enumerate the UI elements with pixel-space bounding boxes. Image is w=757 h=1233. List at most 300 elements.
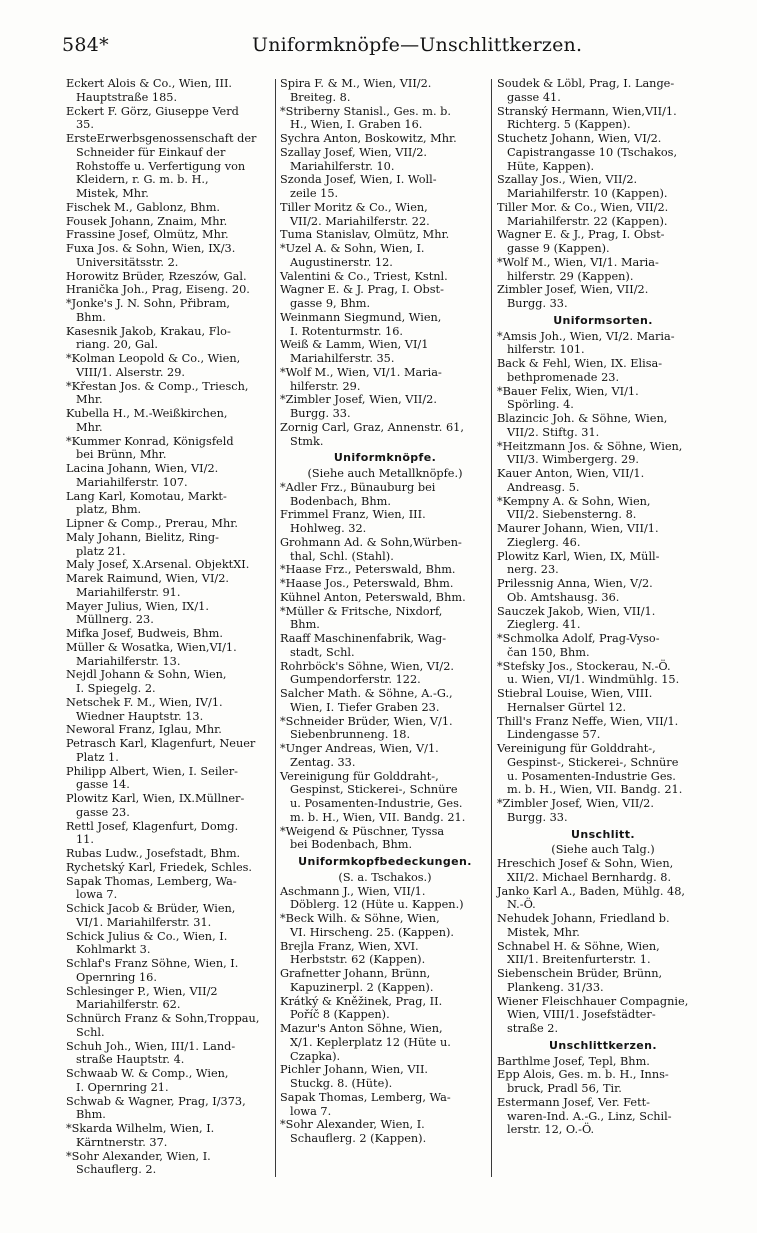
entry-address-line: Burgg. 33. <box>290 407 351 420</box>
entry-name-line: *Heitzmann Jos. & Söhne, Wien, <box>497 439 683 453</box>
entry-name-line: Sychra Anton, Boskowitz, Mhr. <box>280 132 457 145</box>
entry-name-line: Neworal Franz, Iglau, Mhr. <box>66 723 222 737</box>
entry-address-line: gasse 23. <box>76 805 130 819</box>
entry-name-line: *Jonke's J. N. Sohn, Přibram, <box>66 297 231 310</box>
directory-entry <box>66 1150 274 1178</box>
entry-address-line: bethpromenade 23. <box>507 370 620 384</box>
entry-address-line: waren-Ind. A.-G., Linz, Schil- <box>507 1109 672 1123</box>
directory-entry <box>280 660 490 688</box>
entry-address-line: Burgg. 33. <box>507 810 568 824</box>
directory-entry <box>66 105 274 133</box>
entry-name-line: *Haase Jos., Peterswald, Bhm. <box>280 577 454 590</box>
entry-name-line: Back & Fehl, Wien, IX. Elisa- <box>497 357 663 370</box>
directory-entry <box>280 338 490 366</box>
entry-address-line: thal, Schl. (Stahl). <box>290 549 394 563</box>
entry-address-line: Mariahilferstr. 62. <box>76 998 181 1012</box>
section-heading: Uniformkopfbedeckungen. <box>298 855 472 868</box>
entry-name-line: Soudek & Löbl, Prag, I. Lange- <box>497 77 675 90</box>
directory-entry <box>66 765 274 793</box>
directory-entry <box>66 77 274 105</box>
entry-address-line: Wien, VIII/1. Josefstädter- <box>507 1008 656 1022</box>
entry-address-line: Kohlmarkt 3. <box>76 943 151 957</box>
entry-address-line: Mistek, Mhr. <box>76 187 149 200</box>
entry-address-line: Siebenbrunneng. 18. <box>290 728 411 742</box>
entry-address-line: Hauptstraße 185. <box>76 90 178 104</box>
directory-entry <box>66 572 274 600</box>
entry-address-line: nerg. 23. <box>507 563 559 577</box>
entry-name-line: Rohrböck's Söhne, Wien, VI/2. <box>280 659 455 673</box>
entry-name-line: Blazincic Joh. & Söhne, Wien, <box>497 412 668 425</box>
entry-name-line: Maurer Johann, Wien, VII/1. <box>497 522 659 535</box>
entry-address-line: u. Posamenten-Industrie, Ges. <box>290 797 463 810</box>
directory-entry <box>66 1040 274 1068</box>
entry-address-line: lowa 7. <box>76 888 118 902</box>
directory-entry <box>280 283 490 311</box>
entry-address-line: bruck, Pradl 56, Tir. <box>507 1082 622 1095</box>
entry-name-line: Müller & Wosatka, Wien,VI/1. <box>66 640 237 654</box>
entry-address-line: Schneider für Einkauf der <box>76 145 226 159</box>
entry-address-line: Mariahilferstr. 35. <box>290 352 395 365</box>
entry-address-line: 35. <box>76 118 94 132</box>
entry-name-line: Marek Raimund, Wien, VI/2. <box>66 572 229 585</box>
entry-name-line: *Kempny A. & Sohn, Wien, <box>497 494 651 508</box>
directory-entry <box>497 357 709 385</box>
entry-name-line: Rubas Ludw., Josefstadt, Bhm. <box>66 847 241 860</box>
entry-address-line: Mariahilferstr. 10 (Kappen). <box>507 187 668 200</box>
entry-name-line: Schwaab W. & Comp., Wien, <box>66 1067 229 1080</box>
directory-entry <box>280 912 490 940</box>
entry-name-line: Hranička Joh., Prag, Eiseng. 20. <box>66 283 250 297</box>
entry-address-line: X/1. Keplerplatz 12 (Hüte u. <box>290 1035 451 1049</box>
entry-address-line: Gumpendorferstr. 122. <box>290 673 421 687</box>
entry-address-line: Mistek, Mhr. <box>507 925 580 939</box>
entry-address-line: Universitätsstr. 2. <box>76 255 179 269</box>
directory-entry <box>280 366 490 394</box>
section-heading: Uniformknöpfe. <box>333 451 437 465</box>
directory-entry <box>66 407 274 435</box>
entry-address-line: Zentag. 33. <box>290 755 356 769</box>
entry-address-line: VII/2. Stiftg. 31. <box>507 425 600 439</box>
entry-address-line: Mhr. <box>76 420 103 434</box>
entry-name-line: Lacina Johann, Wien, VI/2. <box>66 462 219 475</box>
entry-name-line: *Kolman Leopold & Co., Wien, <box>66 352 241 365</box>
entry-address-line: hilferstr. 29 (Kappen). <box>507 269 634 283</box>
directory-entry <box>280 242 490 270</box>
entry-address-line: Richterg. 5 (Kappen). <box>507 118 631 132</box>
directory-entry <box>497 77 709 105</box>
entry-address-line: Ob. Amtshausg. 36. <box>507 590 620 604</box>
directory-entry <box>497 912 709 940</box>
column-divider <box>275 79 276 1177</box>
entry-name-line: Lipner & Comp., Prerau, Mhr. <box>66 517 238 530</box>
directory-entry <box>66 283 274 297</box>
entry-name-line: *Sohr Alexander, Wien, I. <box>66 1149 211 1163</box>
entry-address-line: Platz 1. <box>76 750 119 764</box>
entry-address-line: XII/2. Michael Bernhardg. 8. <box>507 870 672 884</box>
entry-name-line: *Uzel A. & Sohn, Wien, I. <box>280 242 425 255</box>
directory-entry <box>497 283 709 311</box>
entry-address-line: m. b. H., Wien, VII. Bandg. 21. <box>290 810 466 824</box>
entry-address-line: Plankeng. 31/33. <box>507 980 604 994</box>
directory-entry <box>66 215 274 229</box>
entry-name-line: Tiller Moritz & Co., Wien, <box>280 200 428 214</box>
entry-address-line: Andreasg. 5. <box>507 480 580 494</box>
entry-address-line: VII/3. Wimbergerg. 29. <box>507 453 640 467</box>
directory-entry <box>280 1091 490 1119</box>
directory-entry <box>280 967 490 995</box>
directory-entry <box>66 435 274 463</box>
entry-address-line: Mariahilferstr. 10. <box>290 159 395 173</box>
entry-address-line: gasse 9, Bhm. <box>290 297 371 310</box>
column-divider <box>491 79 492 1177</box>
entry-address-line: Wien, I. Tiefer Graben 23. <box>290 700 440 714</box>
directory-entry <box>66 1067 274 1095</box>
entry-address-line: zeile 15. <box>290 187 339 200</box>
entry-name-line: *Křestan Jos. & Comp., Triesch, <box>66 379 249 393</box>
entry-name-line: Grafnetter Johann, Brünn, <box>280 967 431 980</box>
entry-address-line: Kärntnerstr. 37. <box>76 1135 168 1149</box>
entry-name-line: Stuchetz Johann, Wien, VI/2. <box>497 132 662 145</box>
directory-entry <box>497 467 709 495</box>
entry-address-line: bei Brünn, Mhr. <box>76 448 167 462</box>
directory-entry <box>66 723 274 737</box>
entry-address-line: hilferstr. 29. <box>290 379 361 393</box>
entry-address-line: VIII/1. Alserstr. 29. <box>76 365 186 379</box>
entry-address-line: Mariahilferstr. 22 (Kappen). <box>507 214 668 228</box>
entry-name-line: Fousek Johann, Znaim, Mhr. <box>66 214 228 228</box>
entry-name-line: *Haase Frz., Peterswald, Bhm. <box>280 563 456 577</box>
directory-entry <box>66 297 274 325</box>
directory-entry <box>66 668 274 696</box>
entry-name-line: Epp Alois, Ges. m. b. H., Inns- <box>497 1068 669 1082</box>
entry-address-line: Breiteg. 8. <box>290 90 351 104</box>
entry-name-line: Maly Johann, Bielitz, Ring- <box>66 530 219 544</box>
section-note: (Siehe auch Talg.) <box>551 843 655 857</box>
directory-entry <box>66 270 274 284</box>
entry-address-line: lerstr. 12, O.-Ö. <box>507 1123 595 1137</box>
directory-entry <box>497 577 709 605</box>
entry-name-line: Szallay Jos., Wien, VII/2. <box>497 173 638 187</box>
entry-name-line: Kühnel Anton, Peterswald, Bhm. <box>280 590 466 604</box>
entry-address-line: VI/1. Mariahilferstr. 31. <box>76 915 212 929</box>
directory-entry <box>497 687 709 715</box>
entry-address-line: Herbststr. 62 (Kappen). <box>290 953 426 967</box>
section-heading: Unschlittkerzen. <box>549 1038 657 1052</box>
entry-address-line: Gespinst, Stickerei-, Schnüre <box>290 783 458 797</box>
directory-entry <box>280 132 490 146</box>
entry-name-line: Zornig Carl, Graz, Annenstr. 61, <box>280 420 464 434</box>
directory-entry <box>497 1096 709 1137</box>
entry-name-line: ErsteErwerbsgenossenschaft der <box>66 132 257 145</box>
column-1 <box>66 77 274 1177</box>
directory-entry <box>280 687 490 715</box>
entry-name-line: Mifka Josef, Budweis, Bhm. <box>66 627 223 640</box>
directory-entry <box>280 1118 490 1146</box>
entry-name-line: Aschmann J., Wien, VII/1. <box>280 884 426 898</box>
entry-name-line: Janko Karl A., Baden, Mühlg. 48, <box>497 884 686 898</box>
entry-name-line: Kasesnik Jakob, Krakau, Flo- <box>66 324 231 338</box>
entry-name-line: *Wolf M., Wien, VI/1. Maria- <box>497 255 659 269</box>
directory-entry <box>497 742 709 797</box>
entry-name-line: Schwab & Wagner, Prag, I/373, <box>66 1094 246 1108</box>
directory-entry <box>497 522 709 550</box>
entry-address-line: u. Wien, VI/1. Windmühlg. 15. <box>507 673 680 687</box>
entry-name-line: Nejdl Johann & Sohn, Wien, <box>66 668 227 682</box>
directory-entry <box>66 201 274 215</box>
entry-name-line: Petrasch Karl, Klagenfurt, Neuer <box>66 737 256 750</box>
entry-address-line: Schl. <box>76 1025 105 1039</box>
entry-address-line: Rohstoffe u. Verfertigung von <box>76 159 246 173</box>
entry-address-line: Mhr. <box>76 393 103 407</box>
entry-name-line: *Müller & Fritsche, Nixdorf, <box>280 604 443 618</box>
directory-entry <box>497 715 709 743</box>
directory-entry <box>280 536 490 564</box>
directory-entry <box>497 412 709 440</box>
entry-address-line: bei Bodenbach, Bhm. <box>290 838 413 852</box>
section-note: (S. a. Tschakos.) <box>338 870 432 884</box>
entry-name-line: Thill's Franz Neffe, Wien, VII/1. <box>497 714 679 728</box>
entry-name-line: Mayer Julius, Wien, IX/1. <box>66 599 209 613</box>
directory-entry <box>66 1012 274 1040</box>
entry-address-line: u. Posamenten-Industrie Ges. <box>507 769 676 783</box>
entry-address-line: straße 2. <box>507 1022 559 1035</box>
entry-name-line: *Striberny Stanisl., Ges. m. b. <box>280 104 451 118</box>
directory-entry <box>280 393 490 421</box>
directory-entry <box>66 930 274 958</box>
entry-name-line: Tiller Mor. & Co., Wien, VII/2. <box>497 200 669 214</box>
entry-address-line: Müllnerg. 23. <box>76 613 154 627</box>
entry-name-line: Siebenschein Brüder, Brünn, <box>497 967 663 980</box>
entry-name-line: Szonda Josef, Wien, I. Woll- <box>280 173 437 187</box>
entry-address-line: I. Rotenturmstr. 16. <box>290 324 404 338</box>
directory-entry <box>280 591 490 605</box>
directory-entry <box>66 985 274 1013</box>
directory-entry <box>280 605 490 633</box>
directory-entry <box>66 380 274 408</box>
directory-entry <box>66 1122 274 1150</box>
page-title: Uniformknöpfe—Unschlittkerzen. <box>252 34 583 56</box>
entry-address-line: straße Hauptstr. 4. <box>76 1053 185 1067</box>
entry-name-line: *Schmolka Adolf, Prag-Vyso- <box>497 632 660 645</box>
section-heading: Unschlitt. <box>571 827 635 841</box>
directory-entry <box>280 1022 490 1063</box>
entry-address-line: Kleidern, r. G. m. b. H., <box>76 173 209 187</box>
directory-entry <box>497 885 709 913</box>
directory-entry <box>66 1095 274 1123</box>
directory-entry <box>66 558 274 572</box>
entry-address-line: Mariahilferstr. 91. <box>76 585 181 599</box>
entry-name-line: Lang Karl, Komotau, Markt- <box>66 489 227 503</box>
entry-address-line: Opernring 16. <box>76 970 157 984</box>
entry-address-line: Zieglerg. 41. <box>507 618 581 632</box>
page-header <box>62 34 702 64</box>
entry-name-line: *Sohr Alexander, Wien, I. <box>280 1118 425 1132</box>
entry-name-line: Schlaf's Franz Söhne, Wien, I. <box>66 957 239 970</box>
entry-name-line: Wagner E. & J., Prag, I. Obst- <box>497 228 665 242</box>
directory-entry <box>280 77 490 105</box>
directory-entry <box>280 825 490 853</box>
entry-name-line: Schick Jacob & Brüder, Wien, <box>66 902 236 915</box>
entry-address-line: N.-Ö. <box>507 898 536 912</box>
entry-name-line: Salcher Math. & Söhne, A.-G., <box>280 687 453 700</box>
directory-entry <box>497 1068 709 1096</box>
entry-address-line: I. Spiegelg. 2. <box>76 682 156 695</box>
entry-name-line: Netschek F. M., Wien, IV/1. <box>66 695 223 709</box>
directory-entry <box>66 352 274 380</box>
entry-name-line: Schnürch Franz & Sohn,Troppau, <box>66 1012 260 1025</box>
entry-name-line: Barthlme Josef, Tepl, Bhm. <box>497 1054 650 1068</box>
directory-entry <box>66 517 274 531</box>
entry-name-line: Zimbler Josef, Wien, VII/2. <box>497 283 649 297</box>
entry-address-line: XII/1. Breitenfurterstr. 1. <box>507 953 651 967</box>
entry-name-line: Sapak Thomas, Lemberg, Wa- <box>66 874 237 888</box>
directory-entry <box>66 242 274 270</box>
directory-entry <box>497 995 709 1036</box>
directory-entry <box>66 627 274 641</box>
directory-entry <box>280 715 490 743</box>
directory-entry <box>497 1055 709 1069</box>
entry-name-line: Kubella H., M.-Weißkirchen, <box>66 407 228 420</box>
entry-address-line: Mariahilferstr. 107. <box>76 475 188 489</box>
directory-entry <box>280 146 490 174</box>
entry-name-line: Eckert Alois & Co., Wien, III. <box>66 77 233 90</box>
entry-address-line: Stmk. <box>290 434 324 448</box>
entry-name-line: Rettl Josef, Klagenfurt, Domg. <box>66 819 239 833</box>
directory-entry <box>280 742 490 770</box>
entry-address-line: m. b. H., Wien, VII. Bandg. 21. <box>507 783 683 797</box>
entry-name-line: Pichler Johann, Wien, VII. <box>280 1063 429 1077</box>
directory-entry <box>66 861 274 875</box>
entry-address-line: Hohlweg. 32. <box>290 522 367 535</box>
directory-entry <box>66 600 274 628</box>
entry-address-line: Wiedner Hauptstr. 13. <box>76 709 204 723</box>
entry-address-line: H., Wien, I. Graben 16. <box>290 118 423 132</box>
entry-address-line: platz 21. <box>76 544 126 558</box>
directory-entry <box>280 228 490 242</box>
directory-entry <box>280 173 490 201</box>
directory-entry <box>280 940 490 968</box>
entry-name-line: Weinmann Siegmund, Wien, <box>280 310 442 324</box>
entry-address-line: platz, Bhm. <box>76 503 142 517</box>
directory-entry <box>497 330 709 358</box>
directory-entry <box>66 902 274 930</box>
entry-name-line: *Schneider Brüder, Wien, V/1. <box>280 714 453 728</box>
directory-entry <box>497 228 709 256</box>
entry-name-line: *Skarda Wilhelm, Wien, I. <box>66 1122 215 1135</box>
directory-entry <box>280 885 490 913</box>
entry-name-line: Wagner E. & J. Prag, I. Obst- <box>280 283 444 297</box>
entry-name-line: Schlesinger P., Wien, VII/2 <box>66 984 218 998</box>
entry-name-line: *Amsis Joh., Wien, VI/2. Maria- <box>497 329 675 343</box>
directory-entry <box>66 325 274 353</box>
entry-name-line: Estermann Josef, Ver. Fett- <box>497 1095 650 1109</box>
directory-entry <box>66 875 274 903</box>
entry-address-line: Augustinerstr. 12. <box>290 255 393 269</box>
entry-name-line: Wiener Fleischhauer Compagnie, <box>497 994 689 1008</box>
entry-name-line: Stiebral Louise, Wien, VIII. <box>497 687 653 700</box>
entry-address-line: Schauflerg. 2. <box>76 1163 157 1177</box>
entry-address-line: Bhm. <box>290 618 320 632</box>
entry-name-line: Vereinigung für Golddraht-, <box>280 769 439 783</box>
directory-entry <box>497 940 709 968</box>
entry-name-line: Sauczek Jakob, Wien, VII/1. <box>497 604 656 618</box>
entry-name-line: *Weigend & Püschner, Tyssa <box>280 824 445 838</box>
entry-name-line: Frassine Josef, Olmütz, Mhr. <box>66 228 229 242</box>
entry-name-line: Tuma Stanislav, Olmütz, Mhr. <box>280 228 450 242</box>
entry-name-line: Fuxa Jos. & Sohn, Wien, IX/3. <box>66 242 236 255</box>
entry-name-line: Fischek M., Gablonz, Bhm. <box>66 200 221 214</box>
entry-address-line: 11. <box>76 833 94 847</box>
directory-entry <box>497 105 709 133</box>
entry-address-line: gasse 41. <box>507 90 561 104</box>
entry-address-line: Hernalser Gürtel 12. <box>507 700 627 714</box>
entry-name-line: Stranský Hermann, Wien,VII/1. <box>497 104 677 118</box>
directory-entry <box>497 605 709 633</box>
directory-entry <box>280 421 490 449</box>
entry-address-line: Schauflerg. 2 (Kappen). <box>290 1132 427 1145</box>
entry-name-line: Kauer Anton, Wien, VII/1. <box>497 467 645 480</box>
directory-entry <box>497 495 709 523</box>
entry-address-line: Capistrangasse 10 (Tschakos, <box>507 145 678 159</box>
directory-entry <box>497 632 709 660</box>
entry-name-line: Maly Josef, X.Arsenal. ObjektXI. <box>66 558 250 572</box>
entry-address-line: Zieglerg. 46. <box>507 535 581 549</box>
directory-entry <box>497 797 709 825</box>
entry-name-line: Sapak Thomas, Lemberg, Wa- <box>280 1090 451 1104</box>
entry-address-line: Döblerg. 12 (Hüte u. Kappen.) <box>290 898 464 912</box>
directory-entry <box>280 105 490 133</box>
entry-name-line: Valentini & Co., Triest, Kstnl. <box>280 269 448 283</box>
section-heading: Uniformsorten. <box>553 313 653 327</box>
entry-name-line: Schnabel H. & Söhne, Wien, <box>497 939 660 953</box>
directory-entry <box>66 696 274 724</box>
entry-name-line: *Beck Wilh. & Söhne, Wien, <box>280 912 440 925</box>
directory-entry <box>66 792 274 820</box>
entry-name-line: Rychetský Karl, Friedek, Schles. <box>66 860 253 874</box>
entry-name-line: *Zimbler Josef, Wien, VII/2. <box>497 797 654 810</box>
entry-address-line: gasse 9 (Kappen). <box>507 242 610 255</box>
directory-entry <box>66 462 274 490</box>
entry-name-line: *Zimbler Josef, Wien, VII/2. <box>280 393 437 407</box>
entry-address-line: hilferstr. 101. <box>507 343 585 357</box>
entry-name-line: Schuh Joh., Wien, III/1. Land- <box>66 1039 236 1053</box>
entry-name-line: *Kummer Konrad, Königsfeld <box>66 434 234 448</box>
entry-name-line: Horowitz Brüder, Rzeszów, Gal. <box>66 269 247 283</box>
entry-address-line: Bodenbach, Bhm. <box>290 494 391 508</box>
directory-entry <box>66 132 274 201</box>
directory-entry <box>66 531 274 559</box>
entry-address-line: riang. 20, Gal. <box>76 338 158 352</box>
entry-address-line: Kapuzinerpl. 2 (Kappen). <box>290 980 434 994</box>
directory-entry <box>280 270 490 284</box>
directory-entry <box>280 508 490 536</box>
directory-entry <box>497 132 709 173</box>
entry-name-line: Krátký & Kněžinek, Prag, II. <box>280 994 443 1008</box>
directory-entry <box>497 660 709 688</box>
entry-address-line: I. Opernring 21. <box>76 1080 169 1094</box>
entry-name-line: Schick Julius & Co., Wien, I. <box>66 929 228 943</box>
entry-name-line: Plowitz Karl, Wien, IX, Müll- <box>497 549 660 563</box>
entry-address-line: Spörling. 4. <box>507 398 574 412</box>
entry-name-line: Plowitz Karl, Wien, IX.Müllner- <box>66 792 245 805</box>
entry-address-line: čan 150, Bhm. <box>507 645 590 659</box>
column-3 <box>497 77 709 1137</box>
entry-name-line: *Stefsky Jos., Stockerau, N.-Ö. <box>497 659 671 673</box>
column-2 <box>280 77 490 1146</box>
entry-name-line: Hreschich Josef & Sohn, Wien, <box>497 857 674 870</box>
directory-entry <box>280 481 490 509</box>
entry-name-line: Brejla Franz, Wien, XVI. <box>280 939 419 953</box>
